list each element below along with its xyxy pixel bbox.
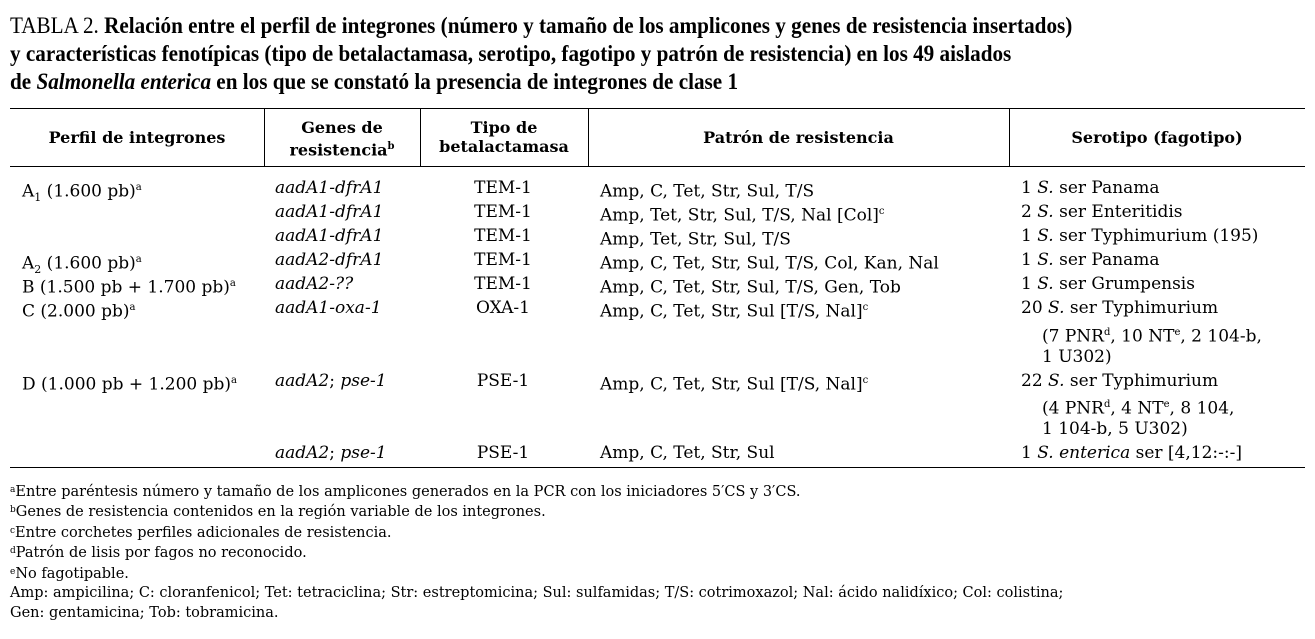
serotipo-cell-line2: (7 PNR$^d$, 10 $NT^e$, 2 104-b, [1042, 326, 1262, 347]
serotipo-cell: 20 S. ser Typhimurium [1021, 298, 1219, 318]
patron-cell: Amp, C, Tet, Str, Sul [600, 443, 775, 463]
beta-cell: PSE-1 [476, 443, 530, 463]
header-genes: Genes de resistencia$^b$ [289, 118, 395, 160]
beta-cell: TEM-1 [474, 250, 532, 270]
serotipo-cell-line3: 1 104-b, 5 U302) [1042, 419, 1188, 439]
beta-cell: TEM-1 [474, 178, 532, 198]
footnote-d: $^d$Patrón de lisis por fagos no reconocido. [10, 545, 307, 561]
serotipo-cell: 22 S. ser Typhimurium [1021, 371, 1219, 391]
header-tipo: Tipo de betalactamasa [439, 118, 569, 156]
serotipo-cell: 2 S. ser Enteritidis [1021, 202, 1183, 222]
beta-cell: TEM-1 [474, 274, 532, 294]
caption-line-1: TABLA 2. Relación entre el perfil de integrones (número y tamaño de los amplicones y genes de resistencia insertados) [10, 13, 1073, 38]
table-caption [10, 12, 1197, 96]
patron-cell: Amp, C, Tet, Str, Sul, T/S [600, 181, 815, 202]
patron-cell: Amp, C, Tet, Str, Sul [T/S, Nal]$^c$ [600, 374, 869, 395]
table-bottom-rule [10, 467, 1305, 468]
serotipo-cell-line3: 1 U302) [1042, 347, 1112, 367]
genes-cell: aadA1-dfrA1 [275, 202, 384, 222]
patron-cell: Amp, C, Tet, Str, Sul, T/S, Col, Kan, Nal [600, 253, 939, 274]
header-perfil: Perfil de integrones [48, 128, 226, 147]
beta-cell: PSE-1 [476, 371, 530, 391]
header-patron: Patrón de resistencia [703, 128, 894, 147]
table-label: TABLA 2. [10, 13, 99, 38]
beta-cell: OXA-1 [476, 298, 530, 318]
perfil-cell: $A_1$ (1.600 pb)$^a$ [22, 181, 142, 205]
abbreviations-line-2: Gen: gentamicina; Tob: tobramicina. [10, 605, 279, 621]
abbreviations-line-1: Amp: ampicilina; C: cloranfenicol; Tet: tetraciclina; Str: estreptomicina; Sul: sulfamidas; T/S: cotrimoxazol; Nal: ácido nalidíxico; Col: colistina; [10, 585, 1064, 601]
caption-line-3: de Salmonella enterica en los que se constató la presencia de integrones de clase 1 [10, 69, 739, 94]
perfil-cell: D (1.000 pb + 1.200 pb)$^a$ [22, 374, 237, 395]
beta-cell: TEM-1 [474, 226, 532, 246]
footnote-e: $^e$No fagotipable. [10, 566, 129, 582]
genes-cell: aadA1-dfrA1 [275, 178, 384, 198]
caption-line-2: y características fenotípicas (tipo de betalactamasa, serotipo, fagotipo y patrón de resistencia) en los 49 aislados [10, 41, 1012, 66]
table-top-rule [10, 108, 1305, 109]
patron-cell: Amp, C, Tet, Str, Sul [T/S, Nal]$^c$ [600, 301, 869, 322]
table-header-rule [10, 166, 1305, 167]
serotipo-cell: 1 S. enterica ser [4,12:-:-] [1021, 443, 1242, 463]
serotipo-cell: 1 S. ser Typhimurium (195) [1021, 226, 1259, 246]
perfil-cell: B (1.500 pb + 1.700 pb)$^a$ [22, 277, 236, 298]
serotipo-cell: 1 S. ser Panama [1021, 178, 1160, 198]
serotipo-cell: 1 S. ser Panama [1021, 250, 1160, 270]
beta-cell: TEM-1 [474, 202, 532, 222]
genes-cell: aadA2; pse-1 [275, 371, 387, 391]
genes-cell: aadA2; pse-1 [275, 443, 387, 463]
patron-cell: Amp, C, Tet, Str, Sul, T/S, Gen, Tob [600, 277, 901, 298]
genes-cell: aadA2-dfrA1 [275, 250, 384, 270]
serotipo-cell-line2: (4 PNR$^d$, 4 $NT^e$, 8 104, [1042, 398, 1235, 419]
footnote-b: $^b$Genes de resistencia contenidos en la región variable de los integrones. [10, 504, 546, 520]
footnote-a: $^a$Entre paréntesis número y tamaño de los amplicones generados en la PCR con los iniciadores 5′CS y 3′CS. [10, 484, 801, 500]
genes-cell: aadA1-oxa-1 [275, 298, 382, 318]
header-serotipo: Serotipo (fagotipo) [1071, 128, 1243, 147]
perfil-cell: $A_2$ (1.600 pb)$^a$ [22, 253, 142, 277]
footnote-c: $^c$Entre corchetes perfiles adicionales de resistencia. [10, 525, 392, 541]
serotipo-cell: 1 S. ser Grumpensis [1021, 274, 1195, 294]
patron-cell: Amp, Tet, Str, Sul, T/S, Nal [Col]$^c$ [600, 205, 885, 226]
genes-cell: aadA2-?? [275, 274, 354, 294]
perfil-cell: C (2.000 pb)$^a$ [22, 301, 136, 322]
patron-cell: Amp, Tet, Str, Sul, T/S [600, 229, 791, 250]
genes-cell: aadA1-dfrA1 [275, 226, 384, 246]
